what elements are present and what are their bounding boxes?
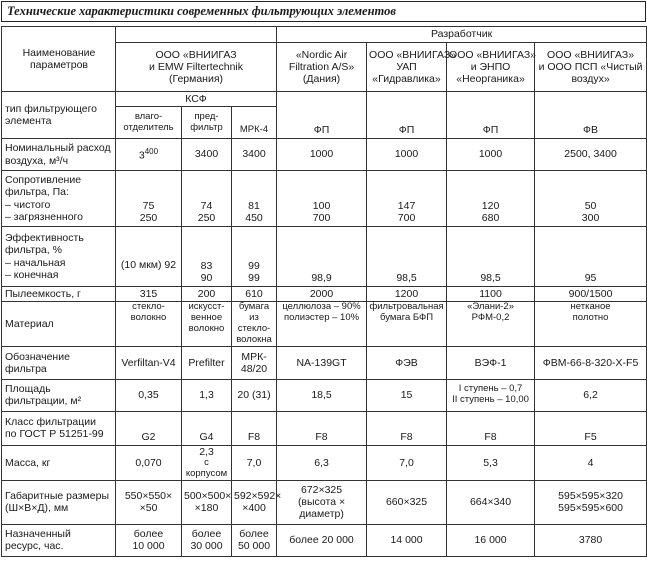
cell-line: ×50 <box>139 502 158 515</box>
label-line: Класс фильтрации <box>5 416 97 429</box>
table-row-dust <box>2 287 647 302</box>
label-line: ресурс, час. <box>5 540 64 553</box>
cell: F5 <box>535 411 647 445</box>
cell-line: волокна <box>236 333 272 345</box>
cell-line: МРК- <box>241 350 267 363</box>
cell-line: 10 000 <box>132 540 165 553</box>
row-label: Материал <box>2 302 116 347</box>
cell <box>116 227 182 287</box>
label-line: Габаритные размеры <box>5 490 109 503</box>
cell: 98,5 <box>367 227 447 287</box>
cell-line: 81 <box>248 199 260 212</box>
cell: 7,0 <box>232 445 277 480</box>
cell-line: II ступень – 10,00 <box>452 394 529 406</box>
row-label <box>2 92 116 139</box>
cell: 1000 <box>277 139 367 171</box>
cell-line: 680 <box>481 211 500 224</box>
cell <box>182 302 232 347</box>
cell-line: диаметр) <box>299 508 344 521</box>
cell-line: ×400 <box>242 502 266 515</box>
cell: 20 (31) <box>232 379 277 411</box>
cell: 1200 <box>367 287 447 302</box>
label-line: Обозначение <box>5 350 70 363</box>
cell-line: более <box>133 528 164 541</box>
cell-line: 672×325 <box>300 484 343 496</box>
table-row-mass <box>2 445 647 480</box>
cell <box>277 171 367 227</box>
table-row-efficiency <box>2 227 647 287</box>
cell-line: 700 <box>312 211 331 224</box>
ksf-label: КСФ <box>116 92 277 107</box>
cell-line: бумага БФП <box>380 311 434 323</box>
cell <box>182 171 232 227</box>
cell <box>447 302 535 347</box>
cell: 18,5 <box>277 379 367 411</box>
cell-line: ×180 <box>194 502 219 515</box>
dev-line: УАП <box>396 60 417 73</box>
label-line: элемента <box>5 115 52 127</box>
cell-line: 99 <box>248 259 260 272</box>
label-line: тип фильтрующего <box>5 102 98 115</box>
cell: 98,9 <box>277 227 367 287</box>
cell-line: 700 <box>397 211 416 224</box>
ksf-sub-prefilter <box>182 107 232 139</box>
cell-line: влаго- <box>134 110 163 122</box>
cell <box>232 227 277 287</box>
dev-line: и ЭНПО <box>470 60 511 73</box>
cell <box>535 480 647 524</box>
cell <box>116 480 182 524</box>
table-row-flow <box>2 139 647 171</box>
cell-line: 450 <box>245 211 263 224</box>
cell-line: «Элани-2» <box>467 301 514 312</box>
label-line: фильтра, Па: <box>5 186 69 199</box>
row-label: Пылеемкость, г <box>2 287 116 302</box>
blank-header-cell <box>116 27 277 43</box>
cell: F8 <box>447 411 535 445</box>
label-line: Назначенный <box>5 528 71 541</box>
row-label <box>2 227 116 287</box>
cell-line: 500×500× <box>184 490 232 503</box>
cell-line: более <box>191 528 222 541</box>
cell-line: фильтр <box>190 121 223 133</box>
cell-line: 90 <box>200 271 213 284</box>
cell: F8 <box>232 411 277 445</box>
cell-line: венное <box>190 311 223 323</box>
cell: 6,3 <box>277 445 367 480</box>
label-line: – чистого <box>5 198 51 211</box>
label-line: фильтра <box>5 362 47 375</box>
cell: 7,0 <box>367 445 447 480</box>
cell: 14 000 <box>367 524 447 556</box>
cell: 15 <box>367 379 447 411</box>
cell <box>535 302 647 347</box>
dev-line: воздух» <box>571 73 610 86</box>
table-row-class <box>2 411 647 445</box>
cell-text: 3 <box>138 149 145 162</box>
label-line: – загрязненного <box>5 210 83 223</box>
cell-line: волокно <box>188 322 225 334</box>
dev-line: «Неорганика» <box>456 73 525 86</box>
cell-line: 250 <box>139 211 158 224</box>
cell: 664×340 <box>447 480 535 524</box>
cell <box>182 480 232 524</box>
cell: 610 <box>232 287 277 302</box>
cell: ФЭВ <box>367 346 447 379</box>
cell-line: 99 <box>248 271 260 284</box>
label-line: – начальная <box>5 256 66 269</box>
cell: 2000 <box>277 287 367 302</box>
cell: ФВМ-66-8-320-X-F5 <box>535 346 647 379</box>
table-row-resistance <box>2 171 647 227</box>
cell-line: 550×550× <box>124 490 173 503</box>
cell <box>367 171 447 227</box>
cell-line: 120 <box>481 199 500 212</box>
cell-line: искусст- <box>188 301 225 312</box>
cell: 0,070 <box>116 445 182 480</box>
cell-line: 250 <box>197 211 216 224</box>
header-line: Наименование <box>22 46 96 59</box>
table-row-material <box>2 302 647 347</box>
dev-line: (Германия) <box>168 73 224 86</box>
cell-line: 2,3 <box>199 445 214 458</box>
table-title: Технические характеристики современных фильтрующих элементов <box>1 1 646 22</box>
cell <box>277 302 367 347</box>
ksf-sub-moisture-separator <box>116 107 182 139</box>
cell: 1,3 <box>182 379 232 411</box>
cell: 2500, 3400 <box>535 139 647 171</box>
cell: 16 000 <box>447 524 535 556</box>
cell: Prefilter <box>182 346 232 379</box>
cell: ФП <box>277 92 367 139</box>
cell <box>182 227 232 287</box>
label-line: фильтра, % <box>5 244 62 257</box>
table-row-area <box>2 379 647 411</box>
cell-line: нетканое <box>570 301 611 312</box>
param-name-header <box>2 27 116 92</box>
cell <box>232 302 277 347</box>
cell: более 20 000 <box>277 524 367 556</box>
cell: 1000 <box>447 139 535 171</box>
cell-line: 48/20 <box>240 362 268 375</box>
cell: F8 <box>277 411 367 445</box>
cell <box>232 480 282 524</box>
cell: Verfiltan-V4 <box>116 346 182 379</box>
cell-line: 595×595×600 <box>558 502 623 515</box>
cell: 98,5 <box>447 227 535 287</box>
cell <box>277 480 367 524</box>
cell: 660×325 <box>367 480 447 524</box>
cell <box>367 302 447 347</box>
cell <box>116 139 182 171</box>
cell: NA-139GT <box>277 346 367 379</box>
cell: 315 <box>116 287 182 302</box>
cell: 3400 <box>182 139 232 171</box>
cell <box>116 171 182 227</box>
cell-sup: 400 <box>144 147 159 157</box>
cell <box>116 302 182 347</box>
row-label <box>2 139 116 171</box>
cell-line: 75 <box>142 199 155 212</box>
cell: 6,2 <box>535 379 647 411</box>
dev-line: (Дания) <box>302 73 341 86</box>
label-line: – конечная <box>5 268 59 281</box>
label-line: Эффективность <box>5 232 84 245</box>
row-label <box>2 411 116 445</box>
cell <box>232 524 277 556</box>
table-row-dimensions <box>2 480 647 524</box>
cell-line: 595×595×320 <box>558 490 623 503</box>
cell: 200 <box>182 287 232 302</box>
label-line: Номинальный расход <box>5 142 111 155</box>
cell: 95 <box>535 227 647 287</box>
cell-line: 30 000 <box>190 540 223 553</box>
cell-line: 83 <box>200 259 213 272</box>
cell <box>232 346 277 379</box>
dev-line: ООО «ВНИИГАЗ» <box>449 48 537 61</box>
cell: 3780 <box>535 524 647 556</box>
cell-line: целлюлоза – 90% <box>282 301 361 312</box>
cell: ФП <box>367 92 447 139</box>
header-line: параметров <box>30 59 88 71</box>
header-row <box>2 27 647 43</box>
dev-line: ООО «ВНИИГАЗ» <box>547 48 635 61</box>
cell-line: с корпусом <box>185 456 228 479</box>
cell <box>182 445 232 480</box>
cell <box>232 171 277 227</box>
cell: 900/1500 <box>535 287 647 302</box>
cell-line: 300 <box>581 211 600 224</box>
filter-specs-table <box>1 26 647 557</box>
cell-line: из стекло- <box>237 311 271 334</box>
cell: 4 <box>535 445 647 480</box>
label-line: Сопротивление <box>5 174 82 187</box>
cell-line: (10 мкм) 92 <box>120 258 177 271</box>
dev-line: и ООО ПСП «Чистый <box>538 60 643 73</box>
row-label <box>2 480 116 524</box>
developer-gidravlika <box>367 43 457 92</box>
dev-line: и EMW Filtertechnik <box>149 60 243 73</box>
cell-line: 100 <box>312 199 331 212</box>
row-label <box>2 171 116 227</box>
cell: 1100 <box>447 287 535 302</box>
label-line: Площадь <box>5 383 51 396</box>
cell: ФП <box>447 92 535 139</box>
dev-line: ООО «ВНИИГАЗ <box>155 48 237 61</box>
cell <box>116 524 182 556</box>
cell-line: 147 <box>397 199 416 212</box>
cell: F8 <box>367 411 447 445</box>
cell-line: (высота × <box>297 496 346 509</box>
cell: ФВ <box>535 92 647 139</box>
cell: 3400 <box>232 139 277 171</box>
label-line: по ГОСТ Р 51251-99 <box>5 428 104 441</box>
cell-line: РФМ-0,2 <box>471 311 510 323</box>
dev-line: «Nordic Air <box>295 48 348 61</box>
cell <box>447 171 535 227</box>
cell-line: I ступень – 0,7 <box>458 383 523 395</box>
cell-line: 592×592× <box>234 490 282 503</box>
cell-line: 50 <box>584 199 597 212</box>
label-line: воздуха, м³/ч <box>5 154 69 167</box>
cell: ВЭФ-1 <box>447 346 535 379</box>
cell: 5,3 <box>447 445 535 480</box>
dev-line: Filtration A/S» <box>288 60 355 73</box>
developer-chisty-vozdukh <box>535 43 647 92</box>
cell-line: пред- <box>194 110 219 122</box>
developer-header: Разработчик <box>277 27 647 43</box>
table-row-designation <box>2 346 647 379</box>
table-row-type <box>2 92 647 107</box>
cell: 0,35 <box>116 379 182 411</box>
cell-line: фильтровальная <box>369 301 444 312</box>
cell: G2 <box>116 411 182 445</box>
dev-line: ООО «ВНИИГАЗ» <box>369 48 457 61</box>
cell-line: бумага <box>238 301 270 312</box>
cell <box>182 524 232 556</box>
cell: 1000 <box>367 139 447 171</box>
cell-line: отделитель <box>123 121 174 133</box>
cell-line: полиэстер – 10% <box>284 311 360 323</box>
cell-line: 74 <box>200 199 213 212</box>
developer-nordic <box>277 43 367 92</box>
developer-neorganika <box>447 43 535 92</box>
cell-line: 50 000 <box>237 540 271 553</box>
row-label <box>2 346 116 379</box>
cell-line: волокно <box>130 311 167 323</box>
ksf-sub-mrk4: МРК-4 <box>232 107 277 139</box>
cell-line: полотно <box>572 311 609 323</box>
row-label <box>2 524 116 556</box>
cell-line: стекло- <box>132 301 165 312</box>
row-label <box>2 379 116 411</box>
row-label: Масса, кг <box>2 445 116 480</box>
dev-line: «Гидравлика» <box>372 73 441 86</box>
label-line: фильтрации, м² <box>5 395 82 408</box>
table-row-service-life <box>2 524 647 556</box>
cell <box>447 379 535 411</box>
cell-line: более <box>239 528 269 541</box>
cell: G4 <box>182 411 232 445</box>
label-line: (Ш×В×Д), мм <box>5 502 69 515</box>
cell <box>535 171 647 227</box>
developer-vniigaz-emw <box>116 43 277 92</box>
